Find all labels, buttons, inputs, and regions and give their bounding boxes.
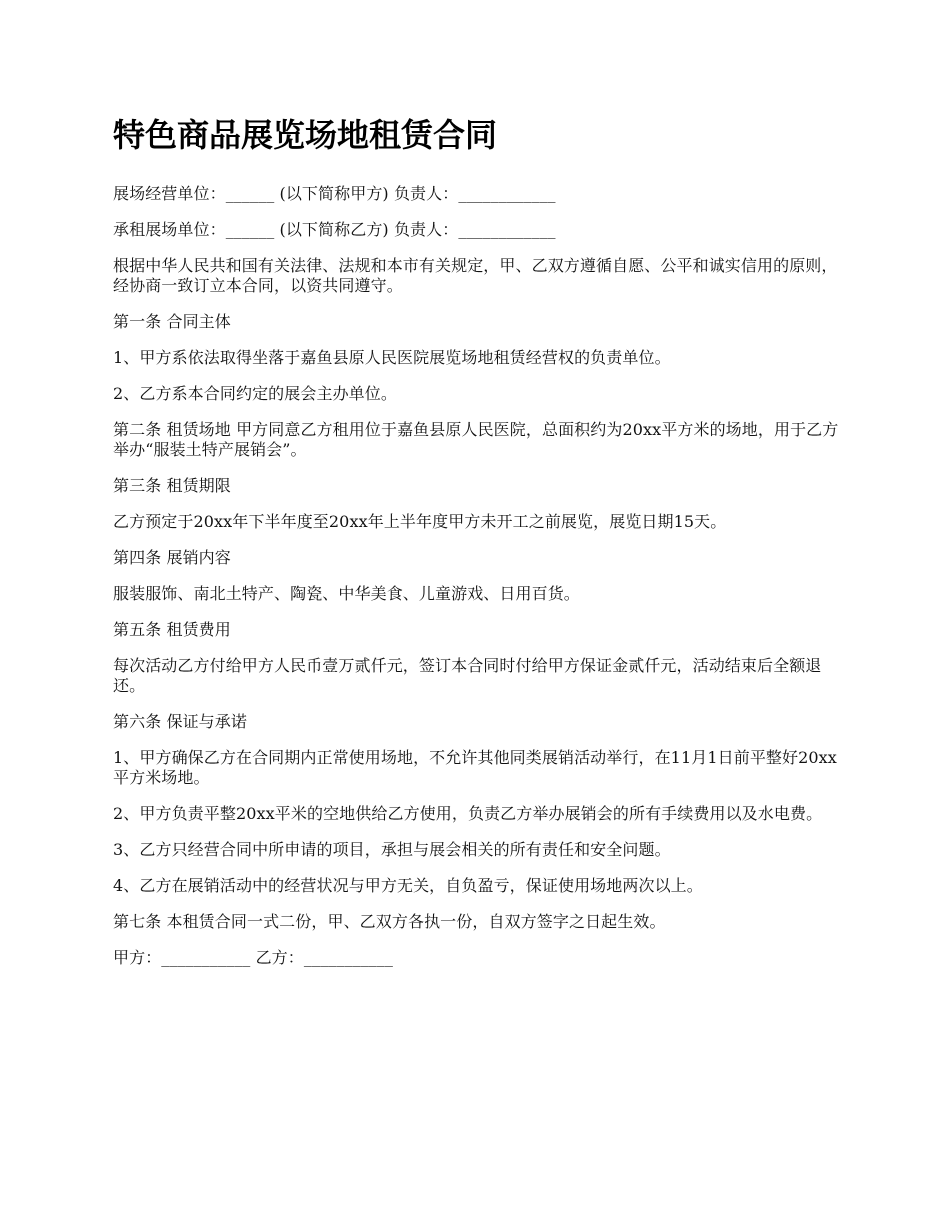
article-3-heading: 第三条 租赁期限 <box>113 476 231 495</box>
article-1-clause-1: 1、甲方系依法取得坐落于嘉鱼县原人民医院展览场地租赁经营权的负责单位。 <box>113 348 671 367</box>
article-6-clause-3: 3、乙方只经营合同中所申请的项目，承担与展会相关的所有责任和安全问题。 <box>113 840 671 859</box>
paragraph-party-a: 展场经营单位：______ (以下简称甲方) 负责人：____________ <box>113 184 556 203</box>
article-6-heading: 第六条 保证与承诺 <box>113 712 247 731</box>
article-4-heading: 第四条 展销内容 <box>113 548 231 567</box>
article-6-clause-1: 1、甲方确保乙方在合同期内正常使用场地，不允许其他同类展销活动举行，在11月1日前平整好20xx平方米场地。 <box>113 748 837 787</box>
article-2: 第二条 租赁场地 甲方同意乙方租用位于嘉鱼县原人民医院，总面积约为20xx平方米的场地，用于乙方举办“服装土特产展销会”。 <box>113 420 839 459</box>
article-4-body: 服装服饰、南北土特产、陶瓷、中华美食、儿童游戏、日用百货。 <box>113 584 580 603</box>
article-3-body: 乙方预定于20xx年下半年度至20xx年上半年度甲方未开工之前展览，展览日期15天。 <box>113 512 727 531</box>
article-7: 第七条 本租赁合同一式二份，甲、乙双方各执一份，自双方签字之日起生效。 <box>113 912 666 931</box>
paragraph-party-b: 承租展场单位：______ (以下简称乙方) 负责人：____________ <box>113 220 556 239</box>
article-1-clause-2: 2、乙方系本合同约定的展会主办单位。 <box>113 384 397 403</box>
article-5-heading: 第五条 租赁费用 <box>113 620 231 639</box>
article-6-clause-2: 2、甲方负责平整20xx平米的空地供给乙方使用，负责乙方举办展销会的所有手续费用以及水电费。 <box>113 804 823 823</box>
paragraph-preamble: 根据中华人民共和国有关法律、法规和本市有关规定，甲、乙双方遵循自愿、公平和诚实信用的原则，经协商一致订立本合同，以资共同遵守。 <box>113 256 838 295</box>
signature-line: 甲方：___________ 乙方：___________ <box>113 948 393 967</box>
document-title: 特色商品展览场地租赁合同 <box>113 116 498 154</box>
article-6-clause-4: 4、乙方在展销活动中的经营状况与甲方无关，自负盈亏，保证使用场地两次以上。 <box>113 876 703 895</box>
article-1-heading: 第一条 合同主体 <box>113 312 231 331</box>
article-5-body: 每次活动乙方付给甲方人民币壹万贰仟元，签订本合同时付给甲方保证金贰仟元，活动结束后全额退还。 <box>113 656 822 695</box>
